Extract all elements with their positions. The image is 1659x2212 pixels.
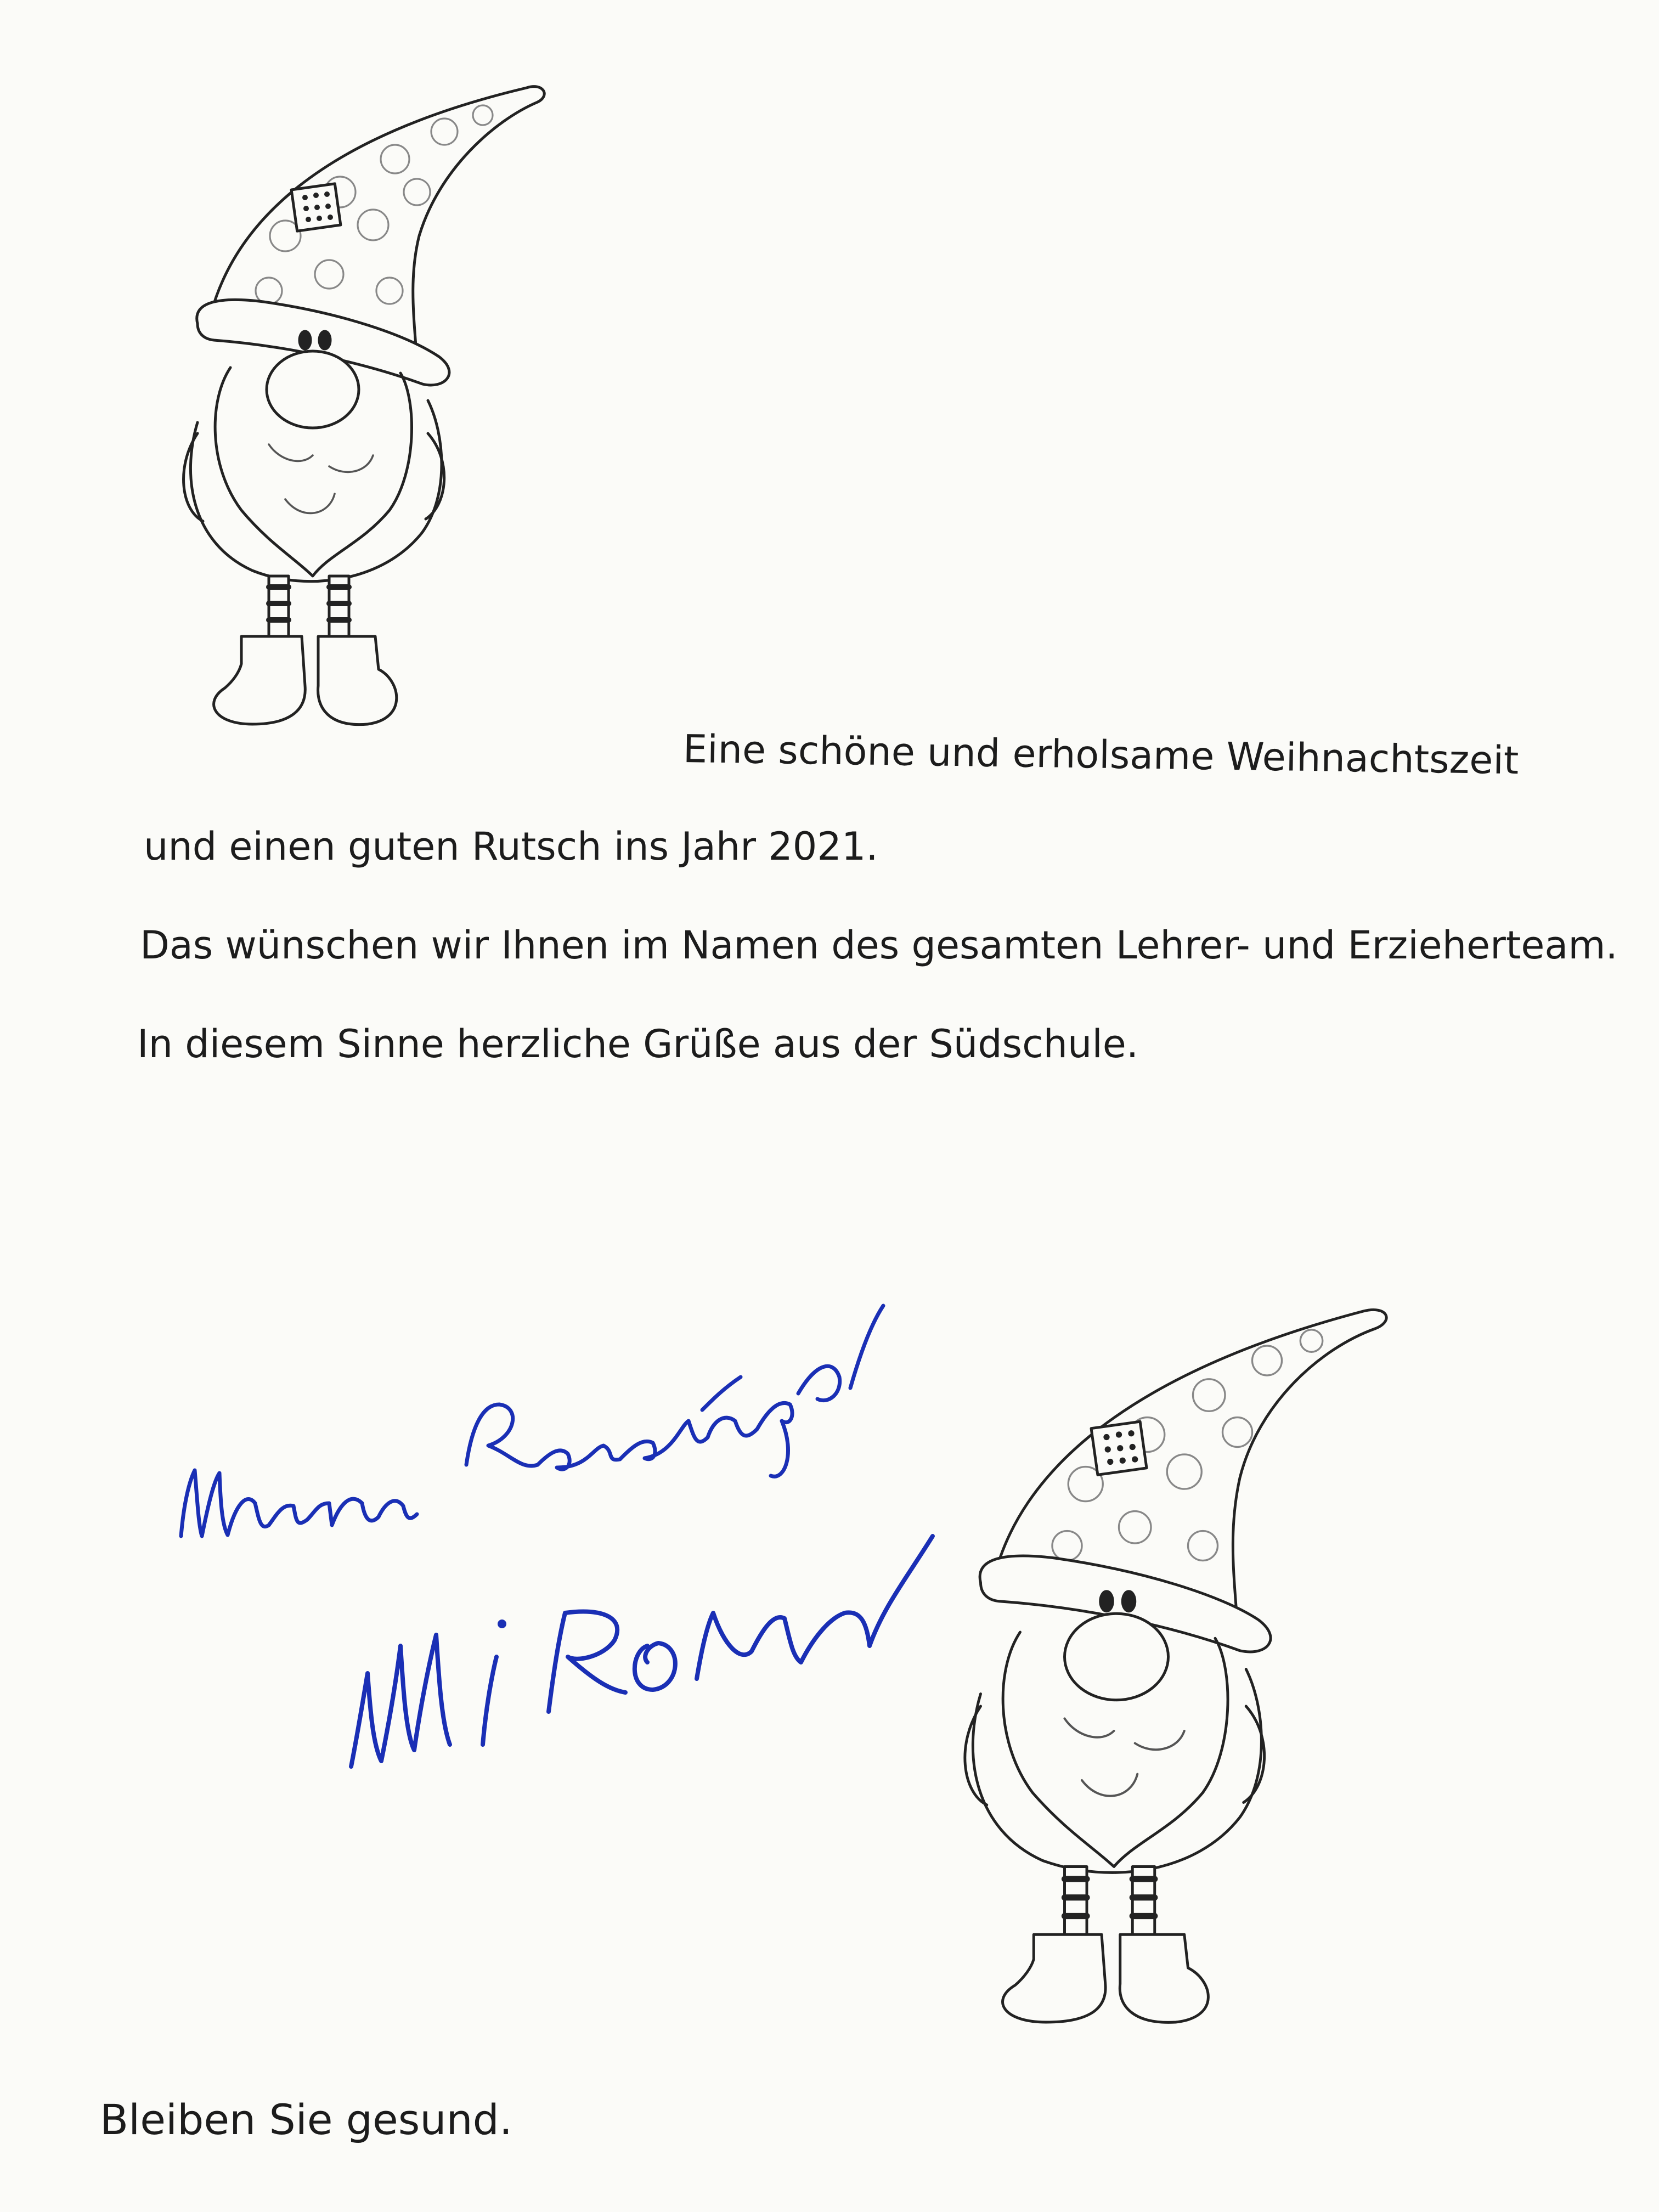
gnome-illustration-bottom [944, 1190, 1437, 2123]
greeting-line-4: In diesem Sinne herzliche Grüße aus der Südschule. [137, 1022, 1139, 1066]
signature-uli-rohn [318, 1481, 966, 1788]
closing-line: Bleiben Sie gesund. [100, 2095, 513, 2144]
gnome-illustration-top [165, 33, 603, 768]
greeting-line-3: Das wünschen wir Ihnen im Namen des gesamten Lehrer- und Erzieherteam. [140, 923, 1618, 968]
greeting-line-2: und einen guten Rutsch ins Jahr 2021. [144, 824, 878, 869]
greeting-line-1: Eine schöne und erholsame Weihnachtszeit [682, 726, 1519, 783]
